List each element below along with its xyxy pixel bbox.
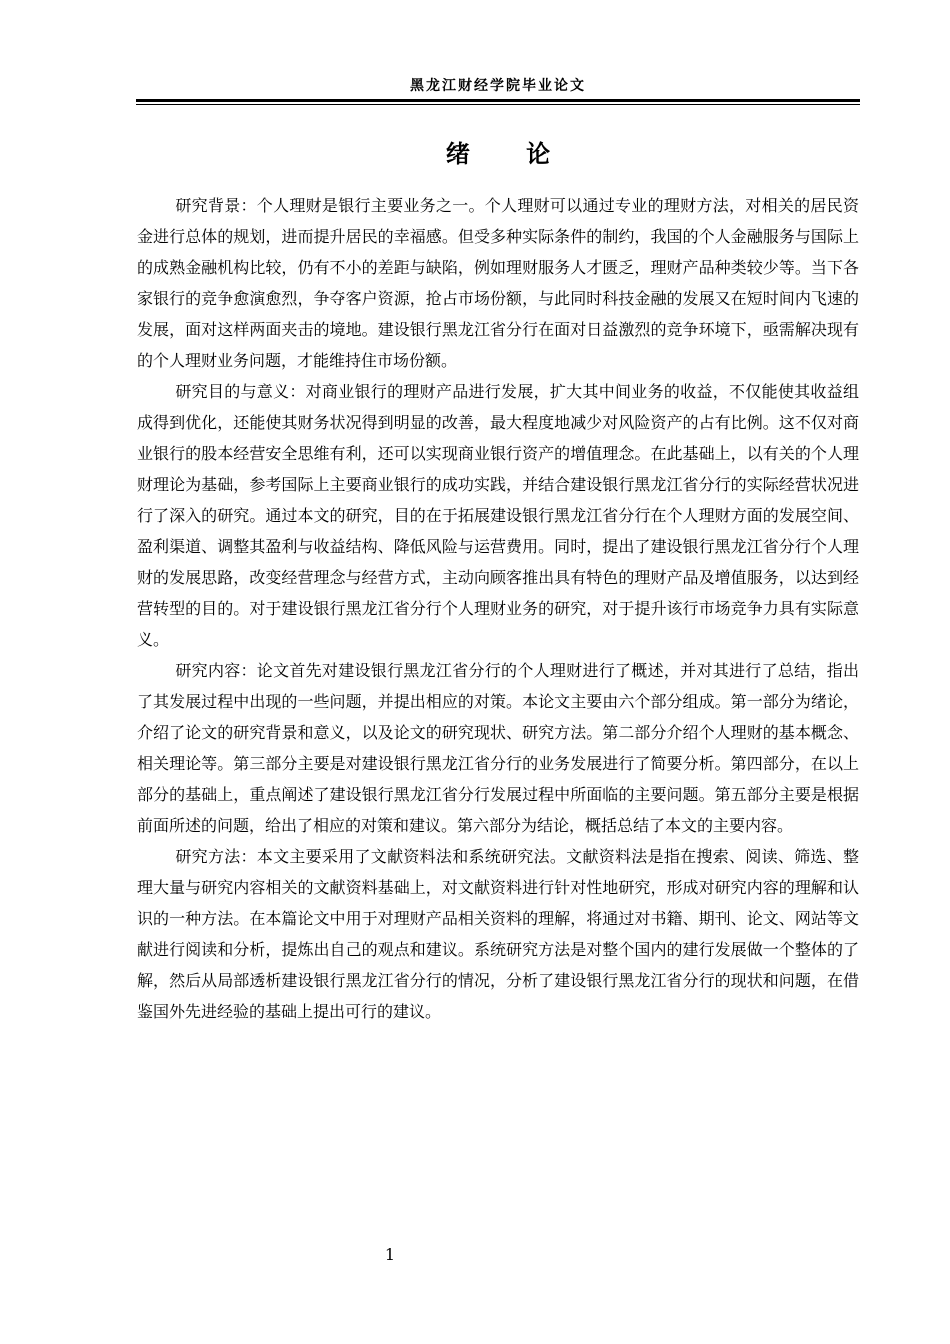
paragraph-research-method: 研究方法：本文主要采用了文献资料法和系统研究法。文献资料法是指在搜索、阅读、筛选、整理大量与研究内容相关的文献资料基础上，对文献资料进行针对性地研究，形成对研究内容的理解和认识的一种方法。在本篇论文中用于对理财产品相关资料的理解，将通过对书籍、期刊、论文、网站等文献进行阅读和分析，提炼出自己的观点和建议。系统研究方法是对整个国内的建行发展做一个整体的了解，然后从局部透析建设银行黑龙江省分行的情况，分析了建设银行黑龙江省分行的现状和问题，在借鉴国外先进经验的基础上提出可行的建议。 (137, 847, 859, 1021)
header-rule-thick (136, 99, 860, 102)
paragraph-research-purpose: 研究目的与意义：对商业银行的理财产品进行发展，扩大其中间业务的收益，不仅能使其收益组成得到优化，还能使其财务状况得到明显的改善，最大程度地减少对风险资产的占有比例。这不仅对商业银行的股本经营安全思维有利，还可以实现商业银行资产的增值理念。在此基础上，以有关的个人理财理论为基础，参考国际上主要商业银行的成功实践，并结合建设银行黑龙江省分行的实际经营状况进行了深入的研究。通过本文的研究，目的在于拓展建设银行黑龙江省分行在个人理财方面的发展空间、盈利渠道、调整其盈利与收益结构、降低风险与运营费用。同时，提出了建设银行黑龙江省分行个人理财的发展思路，改变经营理念与经营方式，主动向顾客推出具有特色的理财产品及增值服务，以达到经营转型的目的。对于建设银行黑龙江省分行个人理财业务的研究，对于提升该行市场竞争力具有实际意义。 (137, 382, 859, 649)
section-title: 绪 论 (445, 139, 575, 168)
page-number: 1 (384, 1245, 396, 1264)
body-text (137, 190, 859, 1027)
header-rule-thin (136, 104, 860, 105)
paragraph-research-content: 研究内容：论文首先对建设银行黑龙江省分行的个人理财进行了概述，并对其进行了总结，指出了其发展过程中出现的一些问题，并提出相应的对策。本论文主要由六个部分组成。第一部分为绪论，介绍了论文的研究背景和意义，以及论文的研究现状、研究方法。第二部分介绍个人理财的基本概念、相关理论等。第三部分主要是对建设银行黑龙江省分行的业务发展进行了简要分析。第四部分，在以上部分的基础上，重点阐述了建设银行黑龙江省分行发展过程中所面临的主要问题。第五部分主要是根据前面所述的问题，给出了相应的对策和建议。第六部分为结论，概括总结了本文的主要内容。 (137, 661, 859, 835)
paragraph-research-background: 研究背景：个人理财是银行主要业务之一。个人理财可以通过专业的理财方法，对相关的居民资金进行总体的规划，进而提升居民的幸福感。但受多种实际条件的制约，我国的个人金融服务与国际上的成熟金融机构比较，仍有不小的差距与缺陷，例如理财服务人才匮乏，理财产品种类较少等。当下各家银行的竞争愈演愈烈，争夺客户资源，抢占市场份额，与此同时科技金融的发展又在短时间内飞速的发展，面对这样两面夹击的境地。建设银行黑龙江省分行在面对日益激烈的竞争环境下，亟需解决现有的个人理财业务问题，才能维持住市场份额。 (137, 196, 859, 370)
running-header: 黑龙江财经学院毕业论文 (410, 78, 586, 94)
